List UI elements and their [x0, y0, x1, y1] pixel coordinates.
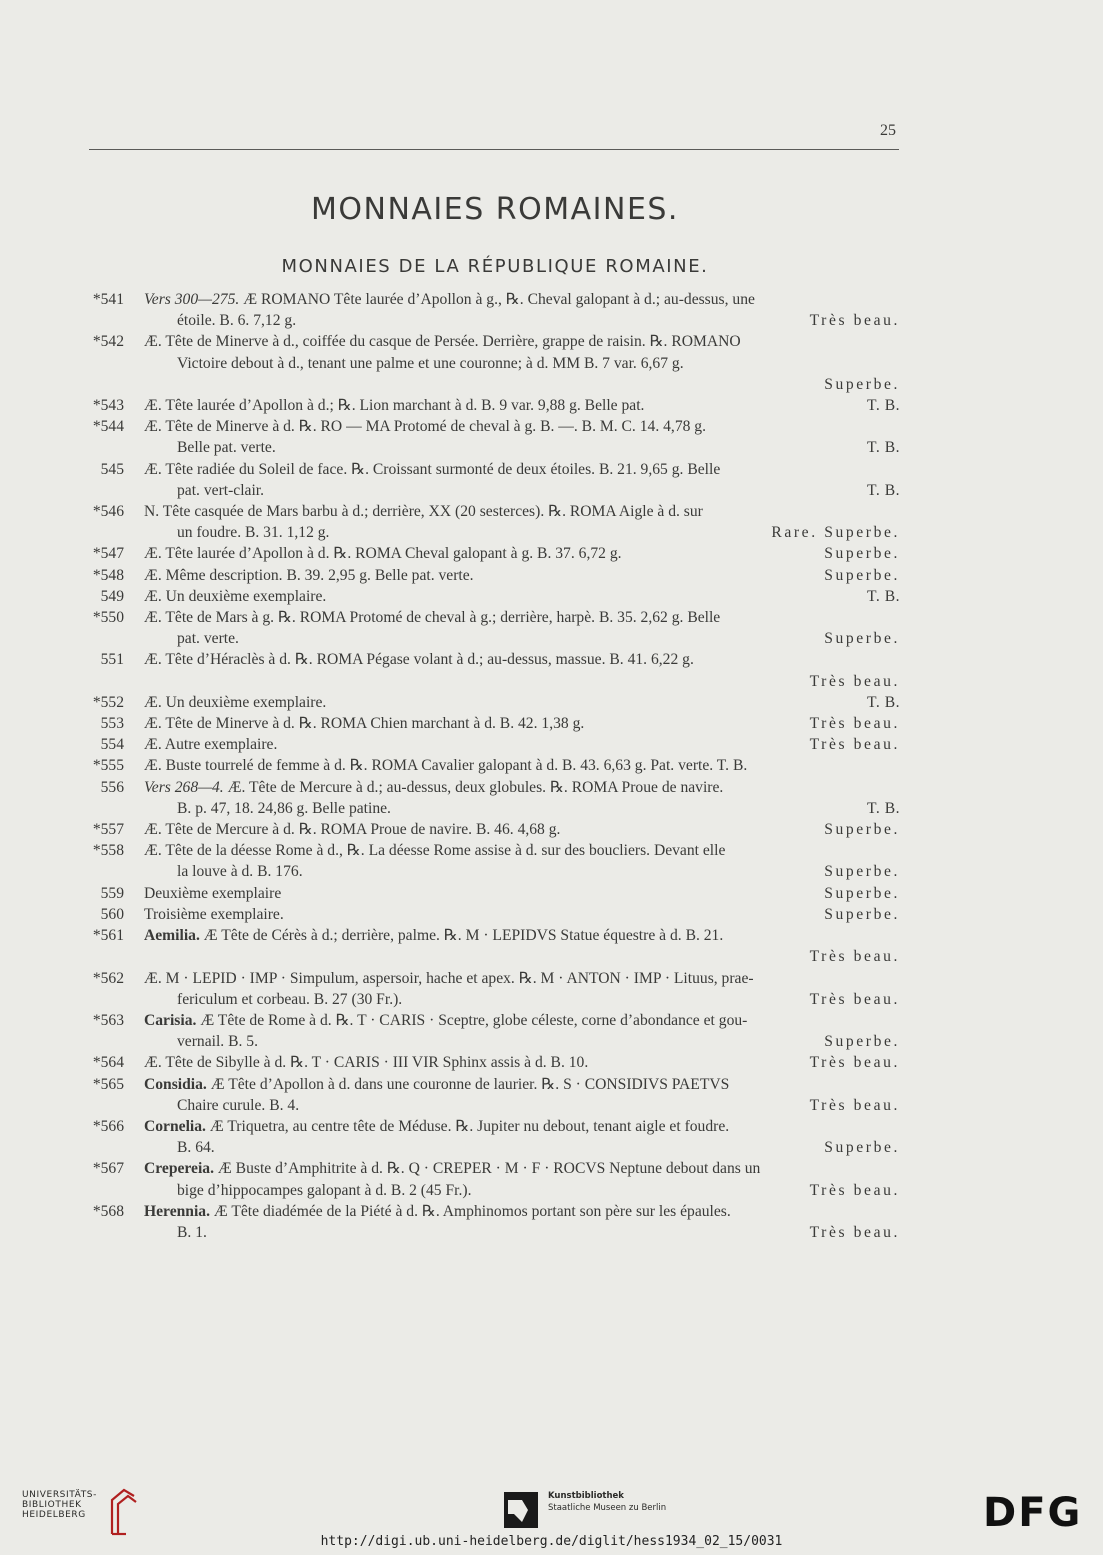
- entry-number: 549: [100, 587, 124, 605]
- catalogue-entry: [88, 607, 900, 649]
- entry-number: *565: [92, 1075, 124, 1093]
- entry-line: [177, 480, 900, 501]
- entry-line-text: [144, 692, 326, 713]
- family-name: Crepereia.: [144, 1160, 215, 1178]
- description-text: Æ. Tête de Minerve à d. ℞. RO — MA Protomé de cheval à g. B. —. B. M. C. 14. 4,78 g.: [144, 418, 707, 436]
- entry-line: [144, 904, 900, 925]
- entry-number: 560: [100, 905, 124, 923]
- catalogue-entry: [88, 586, 900, 607]
- entry-number: *564: [92, 1054, 124, 1072]
- entry-number: 551: [100, 651, 124, 669]
- entry-line: [144, 289, 900, 310]
- condition-grade: Superbe.: [824, 1033, 900, 1051]
- entry-line-text: [144, 734, 277, 755]
- description-text: Æ Tête de Cérès à d.; derrière, palme. ℞. M · LEPIDVS Statue équestre à d. B. 21.: [199, 927, 724, 945]
- entry-line: [177, 437, 900, 458]
- entry-line: [144, 925, 900, 946]
- entry-line: [177, 671, 900, 692]
- condition-grade: Très beau.: [809, 990, 900, 1008]
- catalogue-entry: [88, 1074, 900, 1116]
- description-text: B. p. 47, 18. 24,86 g. Belle patine.: [177, 799, 391, 817]
- header-rule: [89, 149, 899, 150]
- catalogue-entry: [88, 395, 900, 416]
- condition-grade: Superbe.: [824, 630, 900, 648]
- description-text: Æ Buste d’Amphitrite à d. ℞. Q · CREPER · M · F · ROCVS Neptune debout dans un: [214, 1160, 761, 1178]
- condition-grade: T. B.: [867, 439, 900, 457]
- entry-number: *562: [92, 969, 124, 987]
- catalogue-entry: [88, 543, 900, 564]
- catalogue-entry: [88, 755, 900, 776]
- catalogue-entry: [88, 1116, 900, 1158]
- description-text: Æ. Tête laurée d’Apollon à d. ℞. ROMA Cheval galopant à g. B. 37. 6,72 g.: [144, 545, 622, 563]
- university-line: HEIDELBERG: [22, 1510, 86, 1520]
- entry-line: [144, 1052, 900, 1073]
- entry-line: [144, 883, 900, 904]
- condition-grade: Superbe.: [824, 1139, 900, 1157]
- entry-line: [177, 1031, 900, 1052]
- entry-line-text: [177, 522, 329, 543]
- entry-line: [144, 586, 900, 607]
- entry-line-text: [177, 628, 239, 649]
- entry-line-text: [177, 1222, 207, 1243]
- entry-number: *567: [92, 1160, 124, 1178]
- entry-line: [144, 607, 900, 628]
- condition-grade: Superbe.: [824, 863, 900, 881]
- entry-line: [144, 1116, 900, 1137]
- entry-number: *568: [92, 1202, 124, 1220]
- description-text: Æ Triquetra, au centre tête de Méduse. ℞. Jupiter nu debout, tenant aigle et foudre.: [205, 1117, 730, 1135]
- entry-line: [144, 734, 900, 755]
- kunstbibliothek-emblem-icon: [504, 1492, 538, 1528]
- entry-number: *552: [92, 693, 124, 711]
- entry-line-text: [177, 989, 402, 1010]
- family-name: Herennia.: [144, 1202, 210, 1220]
- entry-line: [177, 628, 900, 649]
- section-title: MONNAIES DE LA RÉPUBLIQUE ROMAINE.: [281, 256, 709, 277]
- entry-line-text: [177, 861, 303, 882]
- entry-line: [144, 331, 900, 352]
- catalogue-entry: [88, 331, 900, 395]
- description-text: étoile. B. 6. 7,12 g.: [177, 312, 297, 330]
- entry-number: *557: [92, 821, 124, 839]
- entry-number: 559: [100, 884, 124, 902]
- description-text: pat. verte.: [177, 630, 239, 648]
- description-text: Æ. Tête de la déesse Rome à d., ℞. La déesse Rome assise à d. sur des boucliers. Devant elle: [144, 842, 726, 860]
- description-text: la louve à d. B. 176.: [177, 863, 303, 881]
- entry-line: [177, 861, 900, 882]
- entry-line: [177, 798, 900, 819]
- condition-grade: T. B.: [867, 587, 900, 605]
- kunstbibliothek-logo: [504, 1488, 724, 1532]
- catalogue-entry: [88, 968, 900, 1010]
- entry-number: *548: [92, 566, 124, 584]
- family-name: Aemilia.: [144, 927, 200, 945]
- entry-line-text: [144, 395, 644, 416]
- condition-grade: Très beau.: [809, 1181, 900, 1199]
- catalogue-entry: [88, 819, 900, 840]
- condition-grade: Rare. Superbe.: [771, 524, 900, 542]
- entry-number: *563: [92, 1011, 124, 1029]
- entry-line: [177, 1180, 900, 1201]
- entry-line: [144, 1010, 900, 1031]
- description-text: Æ. Tête de Mercure à d. ℞. ROMA Proue de navire. B. 46. 4,68 g.: [144, 821, 561, 839]
- condition-grade: Très beau.: [809, 1223, 900, 1241]
- entry-line: [144, 395, 900, 416]
- description-text: B. 64.: [177, 1139, 215, 1157]
- condition-grade: Superbe.: [824, 545, 900, 563]
- catalogue-entries: [88, 289, 900, 1243]
- entry-line-text: [144, 819, 560, 840]
- condition-grade: Superbe.: [824, 821, 900, 839]
- condition-grade: T. B.: [867, 397, 900, 415]
- family-name: Cornelia.: [144, 1117, 206, 1135]
- entry-line: [144, 416, 900, 437]
- page-number: 25: [880, 122, 896, 139]
- entry-line: [177, 310, 900, 331]
- description-text: Æ. Autre exemplaire.: [144, 736, 278, 754]
- entry-line-text: [177, 437, 276, 458]
- entry-line: [144, 713, 900, 734]
- description-text: Æ. Buste tourrelé de femme à d. ℞. ROMA Cavalier galopant à d. B. 43. 6,63 g. Pat. verte. T. B.: [144, 757, 748, 775]
- condition-grade: Très beau.: [809, 1096, 900, 1114]
- dfg-text: DFG: [983, 1490, 1083, 1536]
- entry-number: *566: [92, 1117, 124, 1135]
- entry-line: [177, 1095, 900, 1116]
- catalogue-entry: [88, 289, 900, 331]
- description-text: Æ. Tête laurée d’Apollon à d.; ℞. Lion marchant à d. B. 9 var. 9,88 g. Belle pat.: [144, 397, 645, 415]
- catalogue-entry: [88, 734, 900, 755]
- condition-grade: Très beau.: [809, 736, 900, 754]
- entry-line: [144, 1074, 900, 1095]
- entry-line: [177, 353, 900, 374]
- entry-number: *561: [92, 927, 124, 945]
- description-text: Æ. Un deuxième exemplaire.: [144, 587, 327, 605]
- catalogue-entry: [88, 840, 900, 882]
- description-text: fericulum et corbeau. B. 27 (30 Fr.).: [177, 990, 403, 1008]
- entry-line-text: [144, 713, 584, 734]
- entry-number: 553: [100, 715, 124, 733]
- entry-line-text: [177, 1095, 299, 1116]
- entry-number: *555: [92, 757, 124, 775]
- entry-line: [144, 968, 900, 989]
- condition-grade: Très beau.: [809, 1054, 900, 1072]
- catalogue-entry: [88, 459, 900, 501]
- entry-line: [144, 543, 900, 564]
- entry-number: *541: [92, 291, 124, 308]
- university-name: [22, 1490, 97, 1520]
- catalogue-entry: [88, 925, 900, 967]
- catalogue-entry: [88, 777, 900, 819]
- entry-line: [144, 692, 900, 713]
- description-text: un foudre. B. 31. 1,12 g.: [177, 524, 330, 542]
- description-text: Chaire curule. B. 4.: [177, 1096, 300, 1114]
- entry-line: [177, 1137, 900, 1158]
- description-text: Æ ROMANO Tête laurée d’Apollon à g., ℞. Cheval galopant à d.; au-dessus, une: [239, 291, 755, 308]
- entry-line-text: [144, 883, 281, 904]
- entry-line: [177, 1222, 900, 1243]
- description-text: Æ. Un deuxième exemplaire.: [144, 693, 327, 711]
- catalogue-entry: [88, 1052, 900, 1073]
- date-range: Vers 300—275.: [144, 291, 240, 308]
- entry-number: *544: [92, 418, 124, 436]
- date-range: Vers 268—4.: [144, 778, 224, 796]
- catalogue-entry: [88, 713, 900, 734]
- catalogue-entry: [88, 565, 900, 586]
- entry-line: [144, 459, 900, 480]
- description-text: Æ Tête de Rome à d. ℞. T · CARIS · Sceptre, globe céleste, corne d’abondance et gou-: [196, 1011, 748, 1029]
- description-text: Æ. Tête de Mars à g. ℞. ROMA Protomé de cheval à g.; derrière, harpè. B. 35. 2,62 g. Belle: [144, 609, 721, 627]
- entry-line-text: [144, 904, 284, 925]
- entry-line-text: [177, 480, 264, 501]
- heidelberg-library-logo: [22, 1486, 142, 1538]
- entry-line: [144, 840, 900, 861]
- entry-line: [177, 374, 900, 395]
- catalogue-entry: [88, 1158, 900, 1200]
- entry-number: 545: [100, 460, 124, 478]
- description-text: Æ. M · LEPID · IMP · Simpulum, aspersoir, hache et apex. ℞. M · ANTON · IMP · Lituus, prae-: [144, 969, 754, 987]
- condition-grade: Superbe.: [824, 566, 900, 584]
- description-text: Æ. Tête de Mercure à d.; au-dessus, deux globules. ℞. ROMA Proue de navire.: [223, 778, 724, 796]
- entry-line: [144, 501, 900, 522]
- condition-grade: Très beau.: [809, 672, 900, 690]
- university-line: UNIVERSITÄTS-: [22, 1490, 97, 1500]
- condition-grade: T. B.: [867, 799, 900, 817]
- entry-line-text: [177, 1180, 472, 1201]
- condition-grade: Très beau.: [809, 948, 900, 966]
- entry-number: *550: [92, 609, 124, 627]
- page-title: MONNAIES ROMAINES.: [311, 192, 679, 227]
- source-url[interactable]: http://digi.ub.uni-heidelberg.de/diglit/hess1934_02_15/0031: [320, 1534, 783, 1549]
- description-text: Deuxième exemplaire: [144, 884, 282, 902]
- family-name: Considia.: [144, 1075, 207, 1093]
- condition-grade: Très beau.: [809, 312, 900, 330]
- entry-line: [144, 649, 900, 670]
- entry-line-text: [177, 1031, 258, 1052]
- entry-line: [144, 565, 900, 586]
- condition-grade: Superbe.: [824, 884, 900, 902]
- catalogue-entry: [88, 1010, 900, 1052]
- entry-line: [177, 989, 900, 1010]
- catalogue-entry: [88, 501, 900, 543]
- description-text: bige d’hippocampes galopant à d. B. 2 (45 Fr.).: [177, 1181, 472, 1199]
- dfg-logo: [983, 1490, 1082, 1536]
- condition-grade: Superbe.: [824, 375, 900, 393]
- description-text: Æ Tête d’Apollon à d. dans une couronne de laurier. ℞. S · CONSIDIVS PAETVS: [206, 1075, 730, 1093]
- entry-line-text: [177, 310, 296, 331]
- kb-title: Kunstbibliothek: [548, 1491, 624, 1501]
- entry-number: 556: [100, 778, 124, 796]
- entry-line: [144, 777, 900, 798]
- description-text: Æ. Même description. B. 39. 2,95 g. Belle pat. verte.: [144, 566, 474, 584]
- catalogue-entry: [88, 904, 900, 925]
- kb-subtitle: Staatliche Museen zu Berlin: [548, 1503, 667, 1513]
- entry-line-text: [144, 543, 622, 564]
- description-text: Victoire debout à d., tenant une palme et une couronne; à d. MM B. 7 var. 6,67 g.: [177, 354, 684, 372]
- description-text: Æ. Tête de Minerve à d. ℞. ROMA Chien marchant à d. B. 42. 1,38 g.: [144, 715, 585, 733]
- condition-grade: T. B.: [867, 693, 900, 711]
- description-text: Æ Tête diadémée de la Piété à d. ℞. Amphinomos portant son père sur les épaules.: [209, 1202, 731, 1220]
- entry-number: *546: [92, 503, 124, 521]
- description-text: Æ. Tête de Sibylle à d. ℞. T · CARIS · III VIR Sphinx assis à d. B. 10.: [144, 1054, 589, 1072]
- family-name: Carisia.: [144, 1011, 197, 1029]
- entry-line: [144, 755, 900, 776]
- entry-line: [177, 522, 900, 543]
- catalogue-entry: [88, 416, 900, 458]
- university-line: BIBLIOTHEK: [22, 1500, 82, 1510]
- heidelberg-emblem-icon: [106, 1486, 140, 1538]
- entry-line-text: [144, 1052, 588, 1073]
- description-text: B. 1.: [177, 1223, 207, 1241]
- entry-line-text: [177, 1137, 215, 1158]
- entry-line-text: [144, 586, 326, 607]
- entry-number: *543: [92, 397, 124, 415]
- catalogue-entry: [88, 883, 900, 904]
- entry-number: *542: [92, 333, 124, 351]
- condition-grade: T. B.: [867, 481, 900, 499]
- condition-grade: Superbe.: [824, 905, 900, 923]
- catalogue-entry: [88, 692, 900, 713]
- description-text: pat. vert-clair.: [177, 481, 265, 499]
- catalogue-entry: [88, 649, 900, 691]
- entry-number: *547: [92, 545, 124, 563]
- entry-line: [177, 946, 900, 967]
- entry-line: [144, 819, 900, 840]
- description-text: vernail. B. 5.: [177, 1033, 258, 1051]
- description-text: N. Tête casquée de Mars barbu à d.; derrière, XX (20 sesterces). ℞. ROMA Aigle à d. sur: [144, 503, 703, 521]
- entry-number: 554: [100, 736, 124, 754]
- description-text: Æ. Tête de Minerve à d., coiffée du casque de Persée. Derrière, grappe de raisin. ℞. ROMANO: [144, 333, 741, 351]
- entry-line: [144, 1158, 900, 1179]
- entry-line-text: [177, 798, 391, 819]
- catalogue-entry: [88, 1201, 900, 1243]
- description-text: Æ. Tête d’Héraclès à d. ℞. ROMA Pégase volant à d.; au-dessus, massue. B. 41. 6,22 g.: [144, 651, 694, 669]
- entry-number: *558: [92, 842, 124, 860]
- entry-line: [144, 1201, 900, 1222]
- description-text: Troisième exemplaire.: [144, 905, 284, 923]
- condition-grade: Très beau.: [809, 715, 900, 733]
- description-text: Belle pat. verte.: [177, 439, 276, 457]
- description-text: Æ. Tête radiée du Soleil de face. ℞. Croissant surmonté de deux étoiles. B. 21. 9,65 g. Belle: [144, 460, 721, 478]
- entry-line-text: [144, 565, 474, 586]
